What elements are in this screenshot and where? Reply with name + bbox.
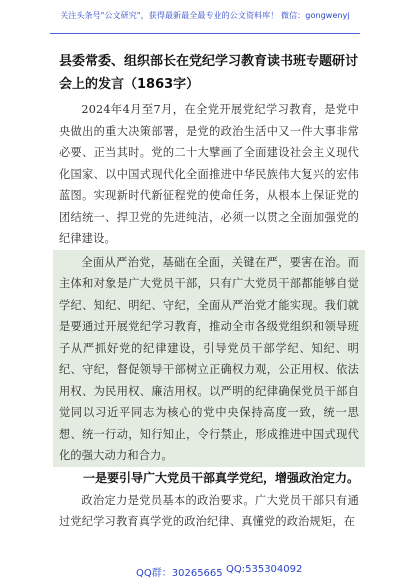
paragraph-political: 政治定力是党员基本的政治要求。广大党员干部只有通过党纪学习教育真学党的政治纪律、真懂党的政治规矩，在: [59, 493, 359, 528]
document-body: [59, 50, 359, 533]
paragraph-highlighted: 全面从严治党，基础在全面，关键在严，要害在治。而主体和对象是广大党员干部，只有广大党员干部都能够自觉学纪、知纪、明纪、守纪，全面从严治党才能实现。我们就是要通过开展党纪学习教育，推动全市各级党组织和领导班子从严抓好党的纪律建设，引导党员干部学纪、知纪、明纪、守纪，督促领导干部树立正确权力观，公正用权、依法用权、为民用权、廉洁用权。以严明的纪律确保党员干部自觉同以习近平同志为核心的党中央保持高度一致，统一思想、统一行动，知行知止，令行禁止，形成推进中国式现代化的强大动力和合力。: [53, 250, 365, 467]
header-banner: 关注头条号"公文研究"，获得最新最全最专业的公文资料库！ 微信：gongwenyj: [60, 11, 350, 20]
document-title: 县委常委、组织部长在党纪学习教育读书班专题研讨会上的发言（1863字）: [59, 54, 359, 92]
header-divider: [50, 33, 360, 34]
paragraph-intro: 2024年4月至7月，在全党开展党纪学习教育，是党中央做出的重大决策部署，是党的政治生活中又一件大事非常必要、正当其时。党的二十大擘画了全面建设社会主义现代化国家、以中国式现代化全面推进中华民族伟大复兴的宏伟蓝图。实现新时代新征程党的使命任务，从根本上保证党的团结统一、捍卫党的先进纯洁，必须一以贯之全面加强党的纪律建设。: [59, 103, 359, 245]
section-heading: 一是要引导广大党员干部真学党纪，增强政治定力。: [83, 470, 360, 485]
footer-qq: QQ:535304092: [226, 564, 303, 575]
footer-qq-group: QQ群：30265665: [136, 568, 223, 579]
